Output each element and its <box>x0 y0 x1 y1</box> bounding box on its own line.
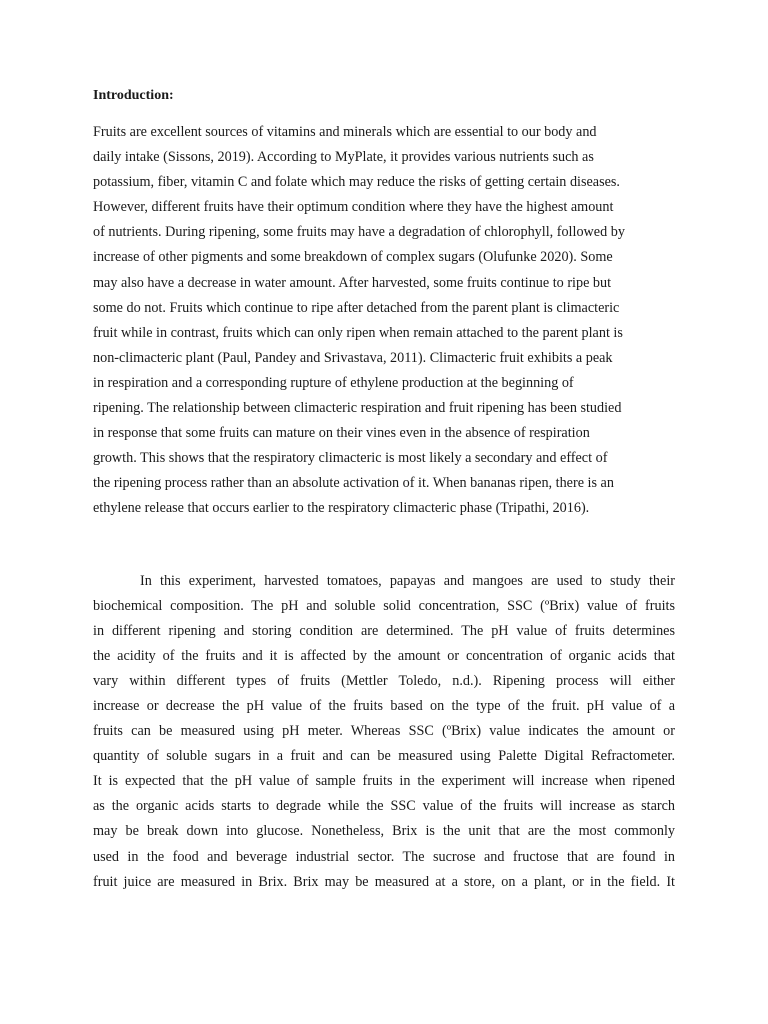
text-line: increase of other pigments and some breakdown of complex sugars (Olufunke 2020). Some <box>93 249 613 266</box>
document-page <box>93 86 675 895</box>
text-line: biochemical composition. The pH and soluble solid concentration, SSC (ºBrix) value of fruits <box>93 597 675 614</box>
text-line: non-climacteric plant (Paul, Pandey and Srivastava, 2011). Climacteric fruit exhibits a peak <box>93 349 613 366</box>
text-line: daily intake (Sissons, 2019). According to MyPlate, it provides various nutrients such as <box>93 149 594 166</box>
paragraph-experiment <box>93 569 675 895</box>
text-line: some do not. Fruits which continue to ripe after detached from the parent plant is climacteric <box>93 299 620 316</box>
text-line: quantity of soluble sugars in a fruit and can be measured using Palette Digital Refractometer. <box>93 748 675 765</box>
text-line: the ripening process rather than an absolute activation of it. When bananas ripen, there is an <box>93 475 614 492</box>
text-line: in different ripening and storing condition are determined. The pH value of fruits determines <box>93 622 675 639</box>
text-line: ripening. The relationship between climacteric respiration and fruit ripening has been studied <box>93 400 622 417</box>
text-line: growth. This shows that the respiratory climacteric is most likely a secondary and effect of <box>93 450 608 467</box>
section-heading: Introduction: <box>93 88 174 103</box>
text-line: of nutrients. During ripening, some fruits may have a degradation of chlorophyll, followed by <box>93 224 625 241</box>
text-line: in respiration and a corresponding rupture of ethylene production at the beginning of <box>93 374 574 391</box>
text-line: vary within different types of fruits (Mettler Toledo, n.d.). Ripening process will either <box>93 672 675 689</box>
text-line: used in the food and beverage industrial sector. The sucrose and fructose that are found in <box>93 848 675 865</box>
text-line: fruit while in contrast, fruits which can only ripen when remain attached to the parent plant is <box>93 324 623 341</box>
paragraph-spacer <box>93 522 675 569</box>
text-line: ethylene release that occurs earlier to the respiratory climacteric phase (Tripathi, 2016). <box>93 500 590 517</box>
text-line: In this experiment, harvested tomatoes, papayas and mangoes are used to study their <box>140 572 675 589</box>
text-line: Fruits are excellent sources of vitamins and minerals which are essential to our body and <box>93 124 597 140</box>
text-line: in response that some fruits can mature on their vines even in the absence of respiration <box>93 425 590 442</box>
text-line: as the organic acids starts to degrade while the SSC value of the fruits will increase as starch <box>93 798 675 815</box>
text-line: However, different fruits have their optimum condition where they have the highest amount <box>93 199 614 216</box>
text-line: increase or decrease the pH value of the fruits based on the type of the fruit. pH value of a <box>93 697 675 714</box>
text-line: potassium, fiber, vitamin C and folate which may reduce the risks of getting certain diseases. <box>93 174 620 191</box>
text-line: fruits can be measured using pH meter. Whereas SSC (ºBrix) value indicates the amount or <box>93 723 675 740</box>
text-line: fruit juice are measured in Brix. Brix may be measured at a store, on a plant, or in the field. It <box>93 873 675 890</box>
text-line: may also have a decrease in water amount. After harvested, some fruits continue to ripe but <box>93 274 612 291</box>
text-line: It is expected that the pH value of sample fruits in the experiment will increase when ripened <box>93 773 675 790</box>
paragraph-introduction <box>93 120 675 522</box>
text-line: the acidity of the fruits and it is affected by the amount or concentration of organic acids that <box>93 647 675 664</box>
text-line: may be break down into glucose. Nonetheless, Brix is the unit that are the most commonly <box>93 823 675 840</box>
